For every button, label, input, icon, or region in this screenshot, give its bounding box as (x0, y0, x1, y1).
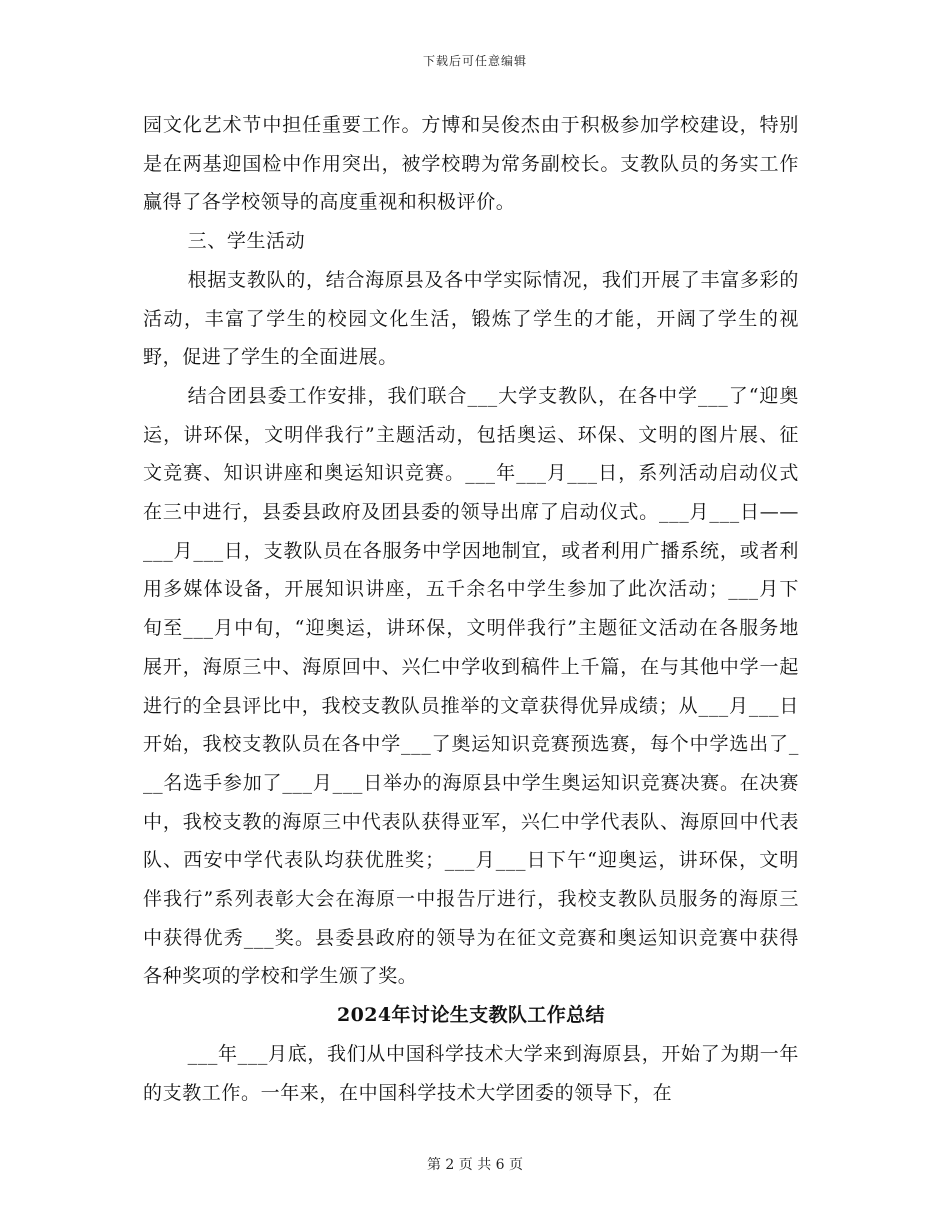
page-header-note: 下载后可任意编辑 (422, 54, 527, 68)
paragraph-student-activities: 根据支教队的，结合海原县及各中学实际情况，我们开展了丰富多彩的活动，丰富了学生的校园文化生活，锻炼了学生的才能，开阔了学生的视野，促进了学生的全面进展。 (143, 268, 799, 369)
page-number: 第 2 页 共 6 页 (426, 1157, 524, 1173)
paragraph-continued: 园文化艺术节中担任重要工作。方博和吴俊杰由于积极参加学校建设，特别是在两基迎国检中作用突出，被学校聘为常务副校长。支教队员的务实工作赢得了各学校领导的高度重视和积极评价。 (143, 114, 799, 214)
subsection-heading: 三、学生活动 (187, 230, 306, 253)
paragraph-intro: ___年___月底，我们从中国科学技术大学来到海原县，开始了为期一年的支教工作。一年来，在中国科学技术大学团委的领导下，在 (143, 1042, 799, 1104)
document-body (143, 106, 799, 1112)
section-title: 2024年讨论生支教队工作总结 (337, 1004, 605, 1027)
paragraph-olympic-activities: 结合团县委工作安排，我们联合___大学支教队，在各中学___了“迎奥运，讲环保，文明伴我行”主题活动，包括奥运、环保、文明的图片展、征文竞赛、知识讲座和奥运知识竞赛。___年___月___日，系列活动启动仪式在三中进行，县委县政府及团县委的领导出席了启动仪式。___月___日——___月___日，支教队员在各服务中学因地制宜，或者利用广播系统，或者利用多媒体设备，开展知识讲座，五千余名中学生参加了此次活动；___月下旬至___月中旬，“迎奥运，讲环保，文明伴我行”主题征文活动在各服务地展开，海原三中、海原回中、兴仁中学收到稿件上千篇，在与其他中学一起进行的全县评比中，我校支教队员推举的文章获得优异成绩；从___月___日开始，我校支教队员在各中学___了奥运知识竞赛预选赛，每个中学选出了___名选手参加了___月___日举办的海原县中学生奥运知识竞赛决赛。在决赛中，我校支教的海原三中代表队获得亚军，兴仁中学代表队、海原回中代表队、西安中学代表队均获优胜奖；___月___日下午“迎奥运，讲环保，文明伴我行”系列表彰大会在海原一中报告厅进行，我校支教队员服务的海原三中获得优秀___奖。县委县政府的领导为在征文竞赛和奥运知识竞赛中获得各种奖项的学校和学生颁了奖。 (143, 384, 799, 988)
